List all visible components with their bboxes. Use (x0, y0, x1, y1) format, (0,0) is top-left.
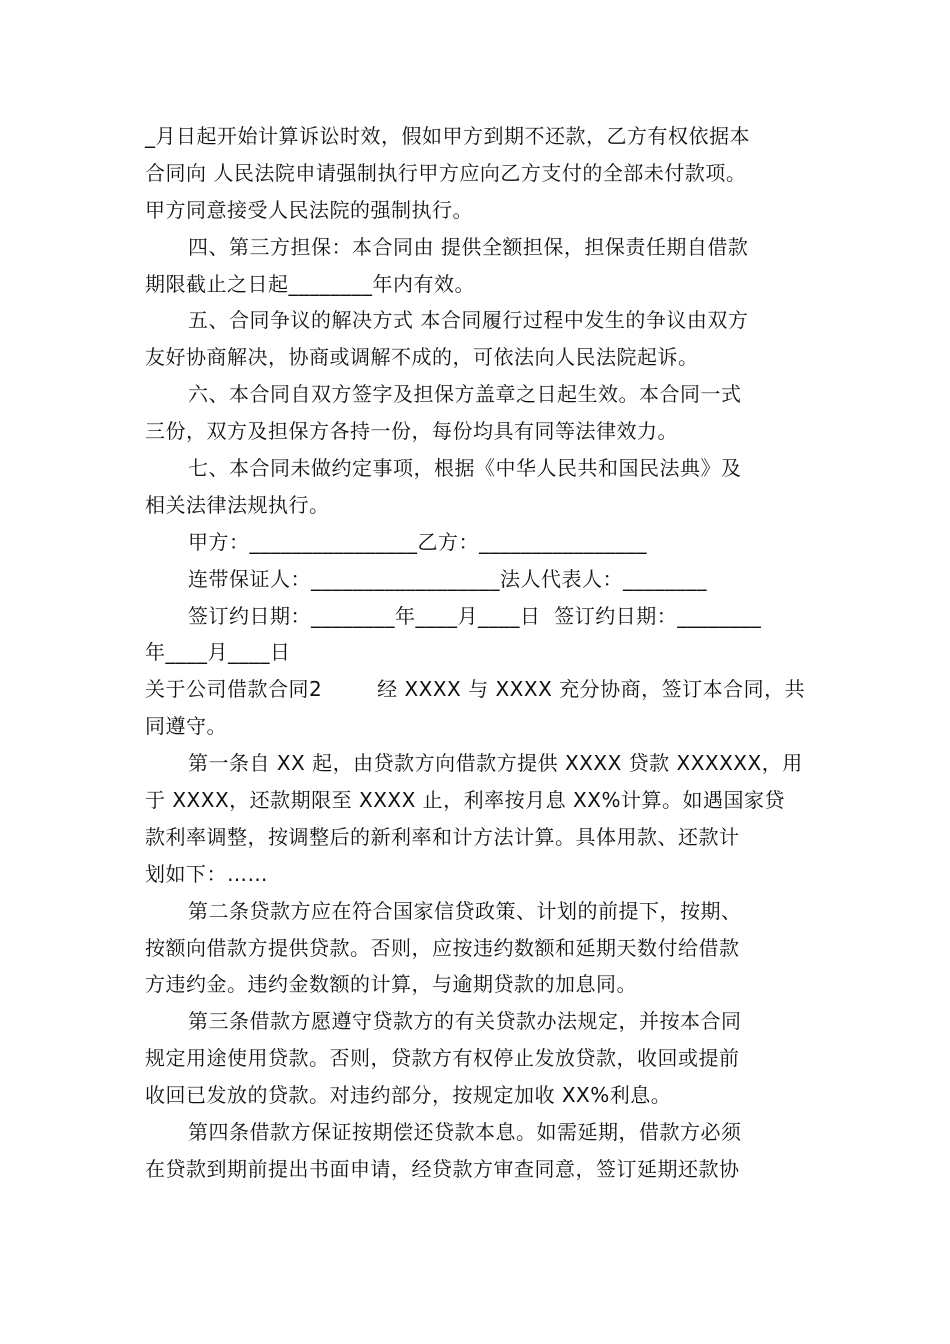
text-line: _月日起开始计算诉讼时效，假如甲方到期不还款，乙方有权依据本 (145, 124, 750, 148)
text-line: 甲方同意接受人民法院的强制执行。 (145, 197, 473, 222)
text-line: 款利率调整，按调整后的新利率和计方法计算。具体用款、还款计 (145, 824, 740, 849)
text-line: 第一条自 XX 起，由贷款方向借款方提供 XXXX 贷款 XXXXXX，用 (188, 751, 803, 776)
text-line: 收回已发放的贷款。对违约部分，按规定加收 XX%利息。 (145, 1083, 672, 1108)
text-line: 四、第三方担保：本合同由 提供全额担保，担保责任期自借款 (188, 234, 749, 259)
text-line: 于 XXXX，还款期限至 XXXX 止，利率按月息 XX%计算。如遇国家贷 (145, 788, 785, 813)
text-line: 甲方：________________乙方：________________ (188, 529, 647, 554)
text-line: 规定用途使用贷款。否则，贷款方有权停止发放贷款，收回或提前 (145, 1046, 740, 1071)
text-line: 第四条借款方保证按期偿还贷款本息。如需延期，借款方必须 (188, 1120, 742, 1145)
text-line: 第三条借款方愿遵守贷款方的有关贷款办法规定，并按本合同 (188, 1009, 742, 1034)
text-line: 关于公司借款合同2 经 XXXX 与 XXXX 充分协商，签订本合同，共 (145, 677, 806, 702)
text-line: 在贷款到期前提出书面申请，经贷款方审查同意，签订延期还款协 (145, 1156, 740, 1181)
text-line: 期限截止之日起________年内有效。 (145, 271, 475, 296)
text-line: 连带保证人：__________________法人代表人：________ (188, 566, 707, 591)
text-line: 六、本合同自双方签字及担保方盖章之日起生效。本合同一式 (188, 382, 742, 407)
text-line: 友好协商解决，协商或调解不成的，可依法向人民法院起诉。 (145, 345, 699, 370)
text-line: 相关法律法规执行。 (145, 492, 330, 517)
text-line: 第二条贷款方应在符合国家信贷政策、计划的前提下，按期、 (188, 898, 742, 923)
text-line: 年____月____日 (145, 640, 291, 665)
text-line: 方违约金。违约金数额的计算，与逾期贷款的加息同。 (145, 972, 637, 997)
text-line: 签订约日期：________年____月____日 签订约日期：________ (188, 603, 762, 628)
text-line: 三份，双方及担保方各持一份，每份均具有同等法律效力。 (145, 419, 678, 444)
text-line: 划如下：…… (145, 861, 268, 886)
text-line: 同遵守。 (145, 714, 227, 739)
contract-body-text (145, 118, 810, 1188)
text-line: 按额向借款方提供贷款。否则，应按违约数额和延期天数付给借款 (145, 935, 740, 960)
text-line: 七、本合同未做约定事项，根据《中华人民共和国民法典》及 (188, 456, 742, 481)
text-line: 合同向 人民法院申请强制执行甲方应向乙方支付的全部未付款项。 (145, 160, 747, 185)
text-line: 五、合同争议的解决方式 本合同履行过程中发生的争议由双方 (188, 308, 749, 333)
